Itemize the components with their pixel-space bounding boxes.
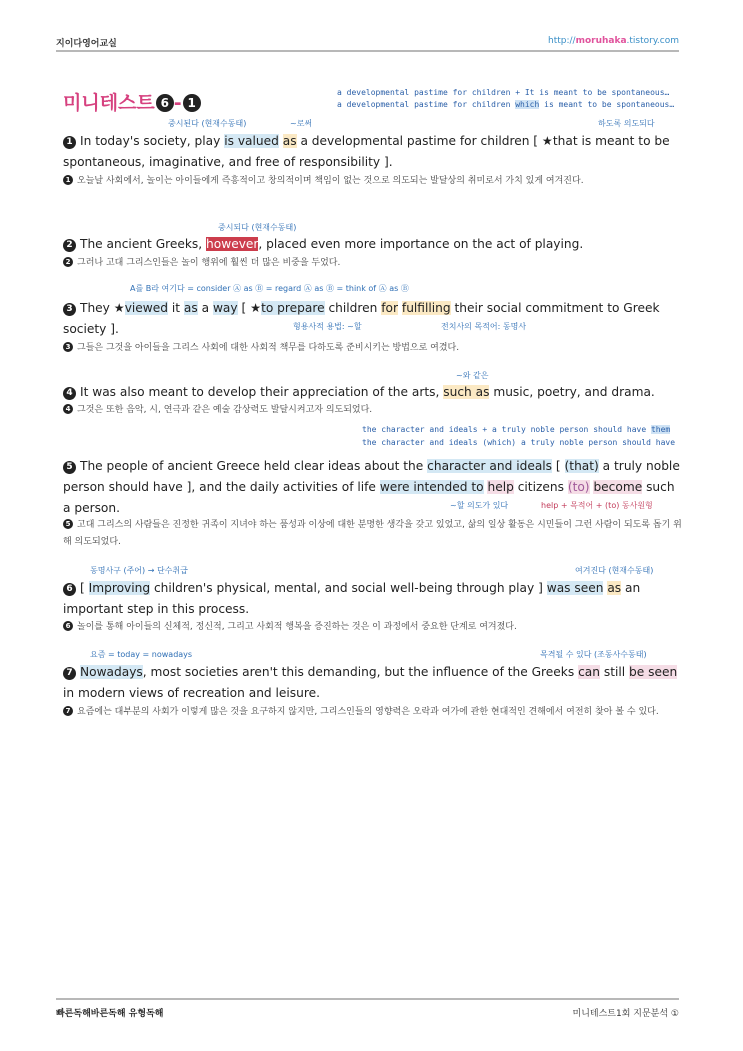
- s1-annotation-valued: 중시된다 (현재수동태): [168, 119, 247, 128]
- s3-text-d: [ ★: [237, 301, 262, 315]
- s1-text-valued: is valued: [224, 134, 279, 148]
- s2-text-however: however: [206, 237, 259, 251]
- sentence-5-korean: [63, 517, 683, 551]
- s5-text-g: such a person.: [63, 480, 675, 515]
- sentence-4-korean: [63, 402, 683, 419]
- s3-text-b: it: [168, 301, 184, 315]
- s5-annotation-intend: ~할 의도가 있다: [450, 501, 509, 510]
- s3-text-e: children: [324, 301, 382, 315]
- s7-text-c: in modern views of recreation and leisure.: [63, 686, 320, 700]
- sentence-4-english: [63, 382, 683, 403]
- s5-text-intended: were intended to: [379, 480, 484, 494]
- s6-ko-text: 놀이를 통해 아이들의 신체적, 정신적, 그리고 사회적 행복을 증진하는 것은 이 과정에서 중요한 단계로 여겨졌다.: [77, 622, 517, 632]
- sentence-1-number: 1: [63, 136, 76, 149]
- s2-annotation: 중시되다 (현재수동태): [218, 223, 297, 232]
- sentence-3-number: 3: [63, 303, 76, 316]
- s7-annotation-can-be-seen: 목격될 수 있다 (조동사수동태): [540, 650, 647, 659]
- s1-rewrite-2a: a developmental pastime for children: [337, 100, 516, 109]
- sentence-6-english: [63, 578, 683, 620]
- s5-text-a: The people of ancient Greece held clear ideas about the: [80, 459, 428, 473]
- s7-annotation-nowadays: 요즘 = today = nowadays: [90, 650, 193, 659]
- sentence-5-ko-number: 5: [63, 519, 73, 529]
- s7-text-a: , most societies aren't this demanding, but the influence of the Greeks: [142, 665, 579, 679]
- s5-annotation-help: help + 목적어 + (to) 동사원형: [541, 501, 653, 510]
- s3-ko-text: 그들은 그것을 아이들을 그리스 사회에 대한 사회적 책무를 다하도록 준비시키는 방법으로 여겼다.: [77, 343, 460, 353]
- sentence-4-number: 4: [63, 387, 76, 400]
- s6-text-was-seen: was seen: [546, 581, 604, 595]
- s5-text-e: citizens: [513, 480, 568, 494]
- s7-ko-text: 요즘에는 대부분의 사회가 이렇게 많은 것을 요구하지 않지만, 그리스인들의 영향력은 오락과 여가에 관한 현대적인 견해에서 여전히 찾아 볼 수 있다.: [77, 707, 659, 717]
- sentence-3-english: [63, 298, 683, 340]
- sentence-4-ko-number: 4: [63, 404, 73, 414]
- s6-text-c: an important step in this process.: [63, 581, 641, 616]
- s4-text-such-as: such as: [443, 385, 490, 399]
- header-left: 지이다영어교실: [56, 39, 117, 49]
- s2-text-a: The ancient Greeks,: [80, 237, 207, 251]
- s6-text-as: as: [607, 581, 622, 595]
- s3-text-viewed: viewed: [124, 301, 168, 315]
- s7-text-b: still: [599, 665, 630, 679]
- s5-text-help: help: [487, 480, 514, 494]
- title-text: 미니테스트: [63, 92, 155, 114]
- sentence-7-korean: [63, 704, 683, 721]
- footer-right: 미니테스트1회 지문분석 ①: [572, 1009, 679, 1019]
- s4-text-b: music, poetry, and drama.: [489, 385, 655, 399]
- s6-annotation-seen: 여겨진다 (현재수동태): [575, 566, 654, 575]
- s1-text-a: In today's society, play: [80, 134, 225, 148]
- s5-text-that: (that): [564, 459, 599, 473]
- s5-text-c: a truly noble person should have ], and the daily activities of life: [63, 459, 680, 494]
- s3-text-for: for: [381, 301, 399, 315]
- s3-text-way: way: [212, 301, 238, 315]
- s3-text-c: a: [197, 301, 213, 315]
- s1-text-as: as: [282, 134, 297, 148]
- title-number-2: 1: [183, 94, 201, 112]
- s1-annotation-meant: 하도록 의도되다: [598, 119, 655, 128]
- s7-text-nowadays: Nowadays: [80, 665, 143, 679]
- s3-text-as: as: [183, 301, 198, 315]
- s5-rewrite-2: the character and ideals (which) a truly noble person should have: [362, 438, 676, 447]
- footer-left: 빠른독해바른독해 유형독해: [56, 1009, 164, 1019]
- s6-text-b: children's physical, mental, and social well-being through play ]: [150, 581, 547, 595]
- url-bold: moruhaka: [575, 36, 627, 46]
- s1-rewrite-1: a developmental pastime for children + It is meant to be spontaneous…: [337, 88, 670, 97]
- sentence-6-number: 6: [63, 583, 76, 596]
- s7-text-can: can: [578, 665, 600, 679]
- s5-text-become: become: [593, 480, 643, 494]
- sentence-1-korean: [63, 173, 683, 190]
- sentence-7-english: [63, 662, 683, 704]
- s3-annotation-top: A를 B라 여기다 = consider Ⓐ as Ⓑ = regard Ⓐ as Ⓑ = think of Ⓐ as Ⓑ: [130, 284, 409, 293]
- s4-text-a: It was also meant to develop their appreciation of the arts,: [80, 385, 444, 399]
- sentence-5-number: 5: [63, 461, 76, 474]
- sentence-2-english: [63, 234, 683, 255]
- sentence-2-number: 2: [63, 239, 76, 252]
- s5-text-character: character and ideals: [427, 459, 553, 473]
- sentence-7-number: 7: [63, 667, 76, 680]
- s1-annotation-as: ~로써: [290, 119, 313, 128]
- sentence-3-korean: [63, 340, 683, 357]
- title-number-1: 6: [156, 94, 174, 112]
- s4-annotation: ~와 같은: [456, 371, 489, 380]
- s2-text-b: , placed even more importance on the act of playing.: [258, 237, 584, 251]
- sentence-6-korean: [63, 619, 683, 636]
- s5-ko-text: 고대 그리스의 사람들은 진정한 귀족이 지녀야 하는 품성과 이상에 대한 분명한 생각을 갖고 있었고, 삶의 일상 활동은 시민들이 그런 사람이 되도록 돕기 위해 의도되었다.: [63, 520, 682, 547]
- sentence-1-english: [63, 131, 683, 173]
- s2-ko-text: 그러나 고대 그리스인들은 놀이 행위에 훨씬 더 많은 비중을 두었다.: [77, 258, 341, 268]
- sentence-6-ko-number: 6: [63, 621, 73, 631]
- sentence-2-ko-number: 2: [63, 257, 73, 267]
- s5-text-to: (to): [567, 480, 590, 494]
- s5-text-b: [: [552, 459, 565, 473]
- s3-text-fulfilling: fulfilling: [401, 301, 451, 315]
- s5-rewrite-1b: them: [650, 425, 671, 434]
- s1-ko-text: 오늘날 사회에서, 놀이는 아이들에게 즉흥적이고 창의적이며 책임이 없는 것으로 의도되는 발달상의 취미로서 가치 있게 여겨진다.: [77, 176, 584, 186]
- s3-text-to-prepare: to prepare: [261, 301, 325, 315]
- s1-rewrite-2: [337, 100, 674, 109]
- url-prefix: http://: [548, 36, 576, 46]
- s7-text-be-seen: be seen: [629, 665, 678, 679]
- s1-rewrite-2b: which: [515, 100, 540, 109]
- page-title: 미니테스트 6 - 1: [63, 88, 201, 115]
- sentence-3-ko-number: 3: [63, 342, 73, 352]
- s5-rewrite-1a: the character and ideals + a truly noble person should have: [362, 425, 651, 434]
- s5-rewrite-1: [362, 425, 670, 434]
- s3-text-a: They ★: [80, 301, 125, 315]
- s1-text-b: a developmental pastime for children [ ★that is meant to be spontaneous, imaginative, and free of responsibility ].: [63, 134, 670, 169]
- sentence-2-korean: [63, 255, 683, 272]
- s3-text-g: their social commitment to Greek society ].: [63, 301, 660, 336]
- sentence-7-ko-number: 7: [63, 706, 73, 716]
- s6-text-improving: Improving: [88, 581, 151, 595]
- s3-annotation-adjective: 형용사적 용법: ~할: [293, 322, 362, 331]
- s4-ko-text: 그것은 또한 음악, 시, 연극과 같은 예술 감상력도 발달시켜고자 의도되었다.: [77, 405, 373, 415]
- s3-annotation-gerund: 전치사의 목적어: 동명사: [441, 322, 527, 331]
- s1-rewrite-2c: is meant to be spontaneous…: [539, 100, 675, 109]
- s6-text-a: [: [80, 581, 89, 595]
- header-rule: [56, 50, 679, 52]
- url-suffix: .tistory.com: [626, 36, 679, 46]
- footer-rule: [56, 998, 679, 1000]
- header-url[interactable]: [548, 36, 679, 46]
- s6-annotation-gerund: 동명사구 (주어) → 단수취급: [90, 566, 188, 575]
- sentence-1-ko-number: 1: [63, 175, 73, 185]
